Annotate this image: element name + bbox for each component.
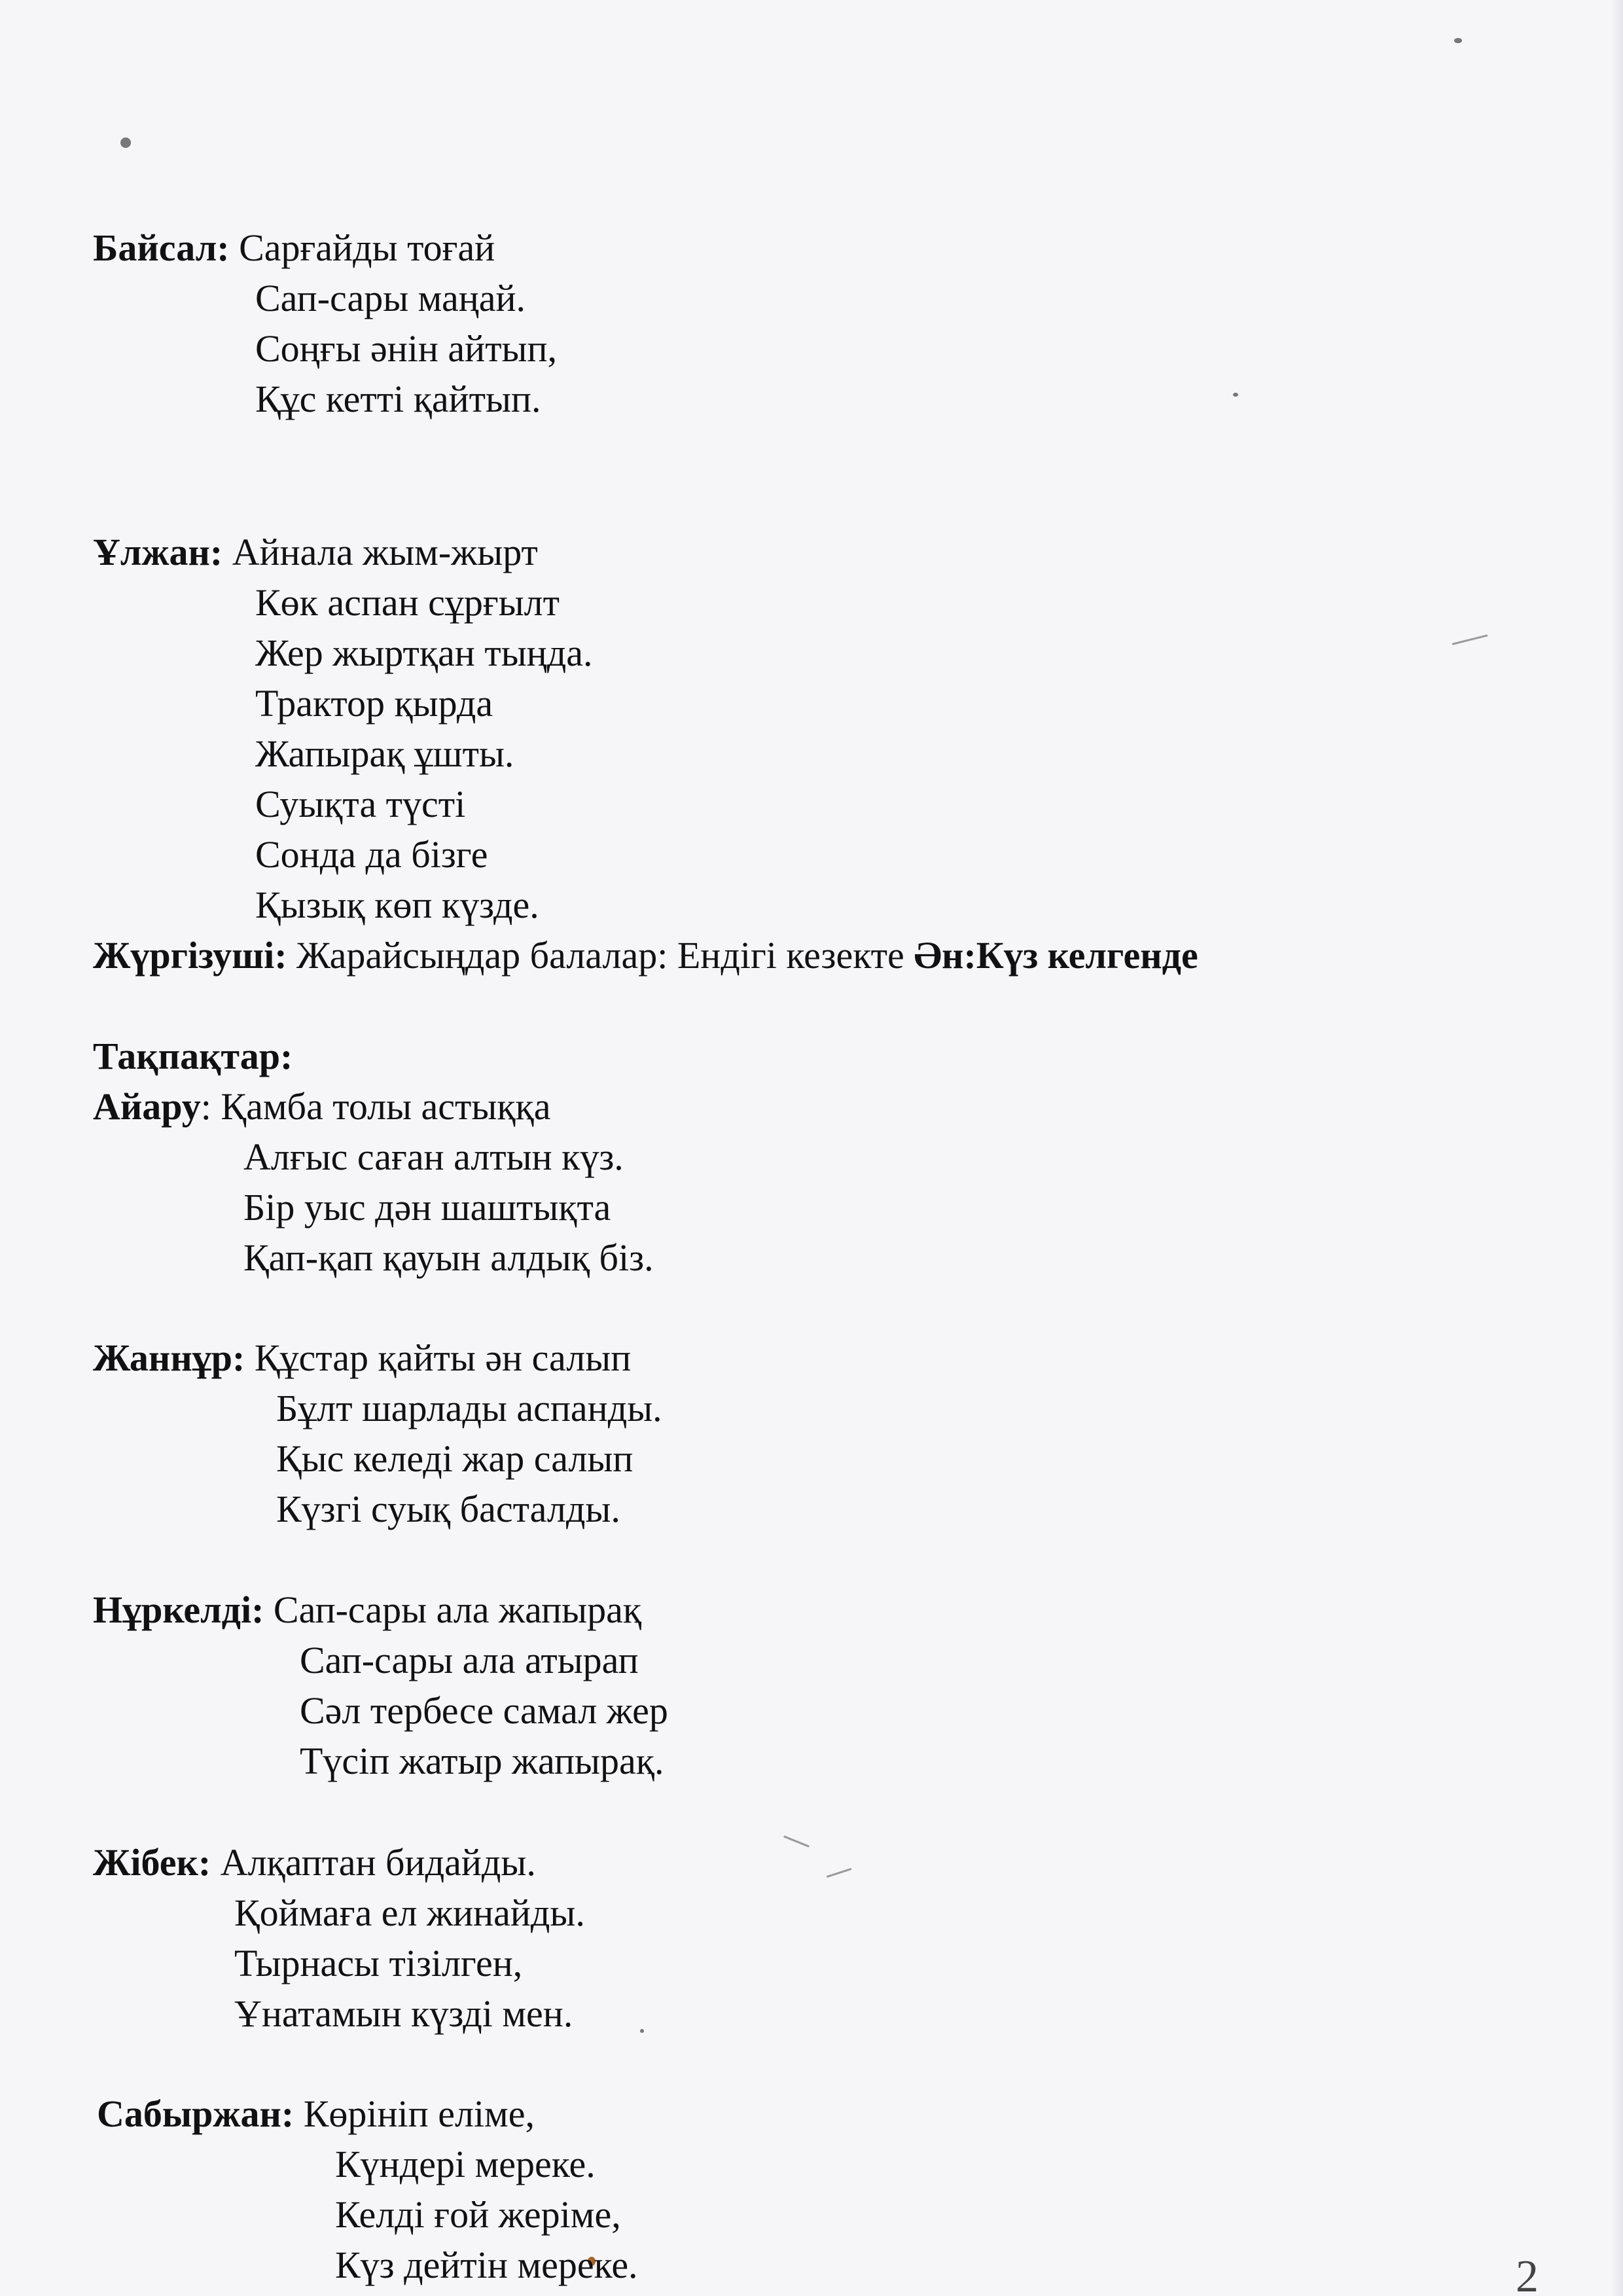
verse-line: Сап-сары ала жапырақ bbox=[273, 1588, 642, 1631]
verse-ulzhan bbox=[93, 527, 538, 577]
verse-line: Сап-сары ала атырап bbox=[300, 1639, 639, 1681]
takpak-zhibek bbox=[93, 1837, 536, 1888]
scan-speck bbox=[640, 2029, 644, 2033]
scan-edge-shadow bbox=[1611, 0, 1623, 2296]
verse-baisal-continuation bbox=[255, 273, 557, 424]
verse-line: Бір уыс дән шаштықта bbox=[243, 1186, 611, 1229]
speaker-name: Нұркелді: bbox=[93, 1588, 264, 1631]
verse-line: Қызық көп күзде. bbox=[255, 884, 539, 926]
verse-line: Күндері мереке. bbox=[335, 2143, 596, 2185]
verse-line: Қыс келеді жар салып bbox=[276, 1437, 633, 1480]
scan-streak bbox=[1452, 634, 1488, 645]
verse-ulzhan-continuation bbox=[255, 577, 592, 930]
takpak-aiaru-continuation bbox=[243, 1132, 654, 1283]
takpak-sabyrzhan-continuation bbox=[335, 2139, 638, 2290]
takpak-zhannur bbox=[93, 1333, 631, 1383]
host-text: Жарайсыңдар балалар: Ендігі кезекте bbox=[296, 934, 914, 977]
speaker-name: Жаннұр: bbox=[93, 1336, 245, 1379]
takpak-sabyrzhan bbox=[97, 2089, 535, 2139]
takpak-nurkeldi-continuation bbox=[300, 1635, 668, 1786]
speaker-name: Айару bbox=[93, 1085, 201, 1128]
verse-line: Жапырақ ұшты. bbox=[255, 732, 514, 775]
speaker-name: Жүргізуші: bbox=[93, 934, 287, 977]
takpak-zhannur-continuation bbox=[276, 1383, 662, 1534]
speaker-separator: : bbox=[200, 1085, 211, 1128]
scan-speck bbox=[120, 137, 131, 148]
verse-line: Трактор қырда bbox=[255, 682, 493, 725]
verse-line: Айнала жым-жырт bbox=[232, 531, 538, 573]
verse-line: Ұнатамын күзді мен. bbox=[234, 1992, 573, 2035]
verse-baisal bbox=[93, 223, 495, 273]
verse-line: Жер жыртқан тыңда. bbox=[255, 632, 593, 674]
verse-line: Қап-қап қауын алдық біз. bbox=[243, 1236, 654, 1279]
scan-speck bbox=[1454, 38, 1462, 43]
song-title: Ән:Күз келгенде bbox=[914, 934, 1198, 977]
section-title: Тақпақтар: bbox=[93, 1035, 293, 1077]
page-number: 2 bbox=[1516, 2251, 1539, 2296]
verse-line: Алқаптан бидайды. bbox=[220, 1841, 536, 1884]
verse-line: Күзгі суық басталды. bbox=[276, 1488, 620, 1530]
verse-line: Көк аспан сұрғылт bbox=[255, 581, 560, 624]
takpak-zhibek-continuation bbox=[234, 1888, 585, 2039]
verse-line: Бұлт шарлады аспанды. bbox=[276, 1387, 662, 1429]
verse-line: Көрініп еліме, bbox=[303, 2092, 535, 2135]
verse-line: Сап-сары маңай. bbox=[255, 277, 526, 319]
takpak-aiaru bbox=[93, 1081, 550, 1132]
verse-line: Алғыс саған алтын күз. bbox=[243, 1136, 624, 1178]
verse-line: Қоймаға ел жинайды. bbox=[234, 1892, 585, 1934]
verse-line: Құстар қайты ән салып bbox=[254, 1336, 632, 1379]
takpak-nurkeldi bbox=[93, 1585, 641, 1635]
verse-line: Күз дейтін мереке. bbox=[335, 2244, 638, 2286]
verse-line: Сарғайды тоғай bbox=[239, 226, 495, 269]
scan-speck bbox=[1233, 393, 1238, 397]
host-line bbox=[93, 930, 1198, 980]
verse-line: Құс кетті қайтып. bbox=[255, 378, 541, 420]
verse-line: Түсіп жатыр жапырақ. bbox=[300, 1740, 664, 1782]
verse-line: Тырнасы тізілген, bbox=[234, 1942, 523, 1984]
verse-line: Сәл тербесе самал жер bbox=[300, 1689, 668, 1732]
verse-line: Соңғы әнін айтып, bbox=[255, 327, 558, 370]
scan-streak bbox=[783, 1835, 810, 1848]
speaker-name: Жібек: bbox=[93, 1841, 211, 1884]
verse-line: Келді ғой жеріме, bbox=[335, 2193, 621, 2236]
verse-line: Сонда да бізге bbox=[255, 833, 488, 876]
verse-line: Қамба толы астыққа bbox=[221, 1085, 551, 1128]
scan-streak bbox=[827, 1868, 852, 1878]
speaker-name: Байсал: bbox=[93, 226, 230, 269]
verse-line: Суықта түсті bbox=[255, 783, 466, 825]
speaker-name: Сабыржан: bbox=[97, 2092, 294, 2135]
speaker-name: Ұлжан: bbox=[93, 531, 223, 573]
